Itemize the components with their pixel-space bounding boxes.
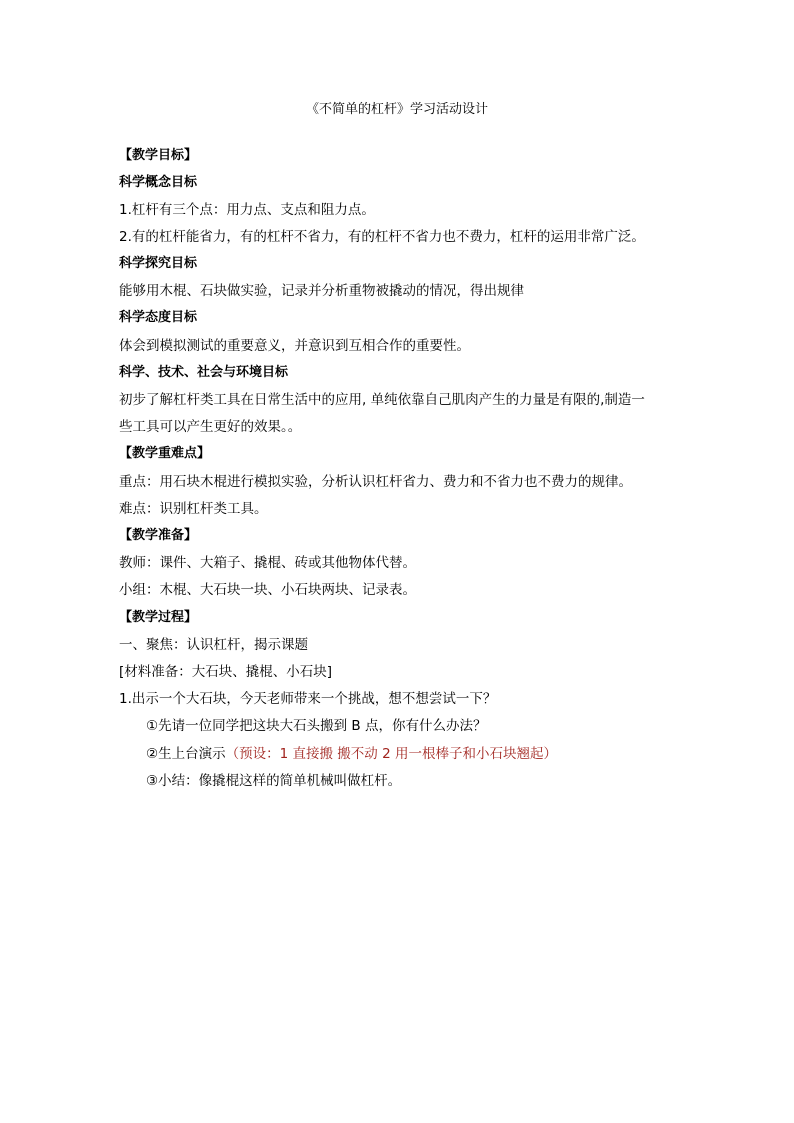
process-step-1: 一、聚焦：认识杠杆，揭示课题	[119, 637, 308, 653]
materials-note: [材料准备：大石块、撬棍、小石块]	[119, 664, 333, 680]
science-concept-heading: 科学概念目标	[119, 175, 198, 190]
sts-text-line-2: 些工具可以产生更好的效果。。	[119, 419, 302, 435]
key-point: 重点：用石块木棍进行模拟实验，分析认识杠杆省力、费力和不省力也不费力的规律。	[119, 474, 632, 490]
prep-heading: 【教学准备】	[119, 528, 198, 543]
prep-group: 小组：木棍、大石块一块、小石块两块、记录表。	[119, 582, 416, 598]
inquiry-heading: 科学探究目标	[119, 256, 198, 271]
process-sub-1: ①先请一位同学把这块大石头搬到 B 点，你有什么办法？	[146, 718, 487, 734]
sts-text-line-1: 初步了解杠杆类工具在日常生活中的应用, 单纯依靠自己肌肉产生的力量是有限的,制造一	[119, 392, 645, 408]
document-title: 《不简单的杠杆》学习活动设计	[305, 102, 488, 117]
inquiry-text: 能够用木棍、石块做实验，记录并分析重物被撬动的情况，得出规律	[119, 283, 524, 299]
objectives-heading: 【教学目标】	[119, 148, 198, 163]
concept-item-2: 2.有的杠杆能省力，有的杠杆不省力，有的杠杆不省力也不费力，杠杆的运用非常广泛。	[119, 229, 645, 245]
process-sub-2-prefix: ②生上台演示	[146, 746, 226, 762]
sts-heading: 科学、技术、社会与环境目标	[119, 365, 289, 380]
process-heading: 【教学过程】	[119, 610, 198, 625]
process-sub-3: ③小结：像撬棍这样的简单机械叫做杠杆。	[146, 773, 402, 789]
process-item-1: 1.出示一个大石块，今天老师带来一个挑战，想不想尝试一下？	[119, 691, 497, 707]
difficulty-point: 难点：识别杠杆类工具。	[119, 501, 268, 517]
process-sub-2	[146, 744, 557, 764]
process-sub-2-preset: （预设：1 直接搬 搬不动 2 用一根棒子和小石块翘起）	[225, 746, 557, 762]
concept-item-1: 1.杠杆有三个点：用力点、支点和阻力点。	[119, 202, 375, 218]
attitude-text: 体会到模拟测试的重要意义，并意识到互相合作的重要性。	[119, 338, 470, 354]
attitude-heading: 科学态度目标	[119, 310, 198, 325]
prep-teacher: 教师：课件、大箱子、撬棍、砖或其他物体代替。	[119, 555, 416, 571]
keypoints-heading: 【教学重难点】	[119, 446, 211, 461]
